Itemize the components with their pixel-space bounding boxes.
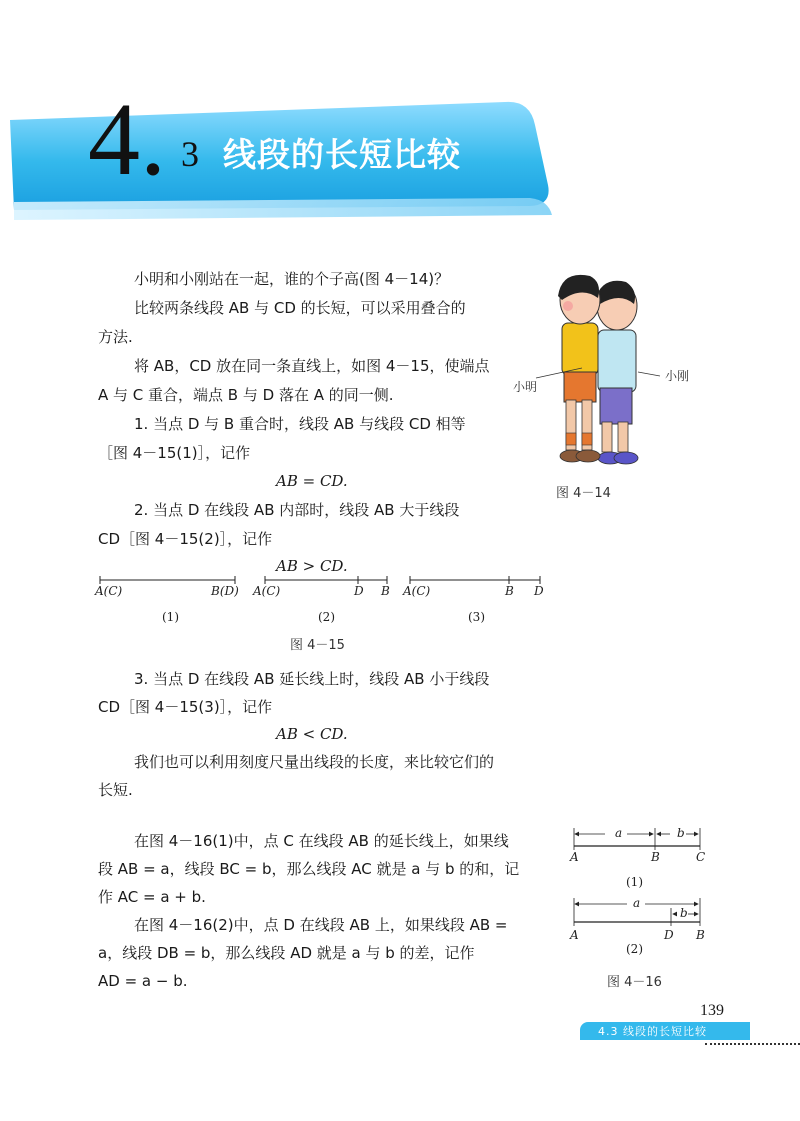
case2-line2: CD［图 4－15(2)］，记作 — [98, 530, 273, 548]
fig16-1-seg-b: b — [677, 826, 685, 840]
figure-4-14-caption: 图 4－14 — [556, 486, 611, 501]
fig16-1-point-a: A — [570, 850, 579, 864]
diff-line2: a，线段 DB = b，那么线段 AD 就是 a 与 b 的差，记作 — [98, 944, 475, 962]
fig15-3-label-b: B — [505, 584, 514, 598]
fig15-index-2: (2) — [318, 610, 335, 624]
diff-line3: AD = a − b. — [98, 972, 188, 990]
fig15-1-label-bd: B(D) — [211, 584, 239, 598]
section-title: 线段的长短比较 — [223, 135, 461, 174]
running-title: 4.3 线段的长短比较 — [598, 1025, 707, 1038]
case1-line2: ［图 4－15(1)］，记作 — [98, 444, 251, 462]
equation-greater: AB > CD. — [276, 557, 348, 575]
label-xiaoming: 小明 — [513, 380, 538, 394]
paragraph-place-line1: 将 AB，CD 放在同一条直线上，如图 4－15，使端点 — [134, 357, 490, 375]
equation-equal: AB = CD. — [276, 472, 348, 490]
sum-line2: 段 AB = a，线段 BC = b，那么线段 AC 就是 a 与 b 的和，记 — [98, 860, 520, 878]
fig16-index-1: (1) — [626, 875, 643, 889]
sum-line1: 在图 4－16(1)中，点 C 在线段 AB 的延长线上，如果线 — [134, 832, 509, 850]
ruler-line1: 我们也可以利用刻度尺量出线段的长度，来比较它们的 — [134, 753, 495, 771]
fig16-2-seg-a: a — [633, 896, 641, 910]
figure-4-16-caption: 图 4－16 — [607, 975, 662, 990]
case3-line1: 3. 当点 D 在线段 AB 延长线上时，线段 AB 小于线段 — [134, 670, 490, 688]
fig16-2-point-b: B — [696, 928, 705, 942]
paragraph-method-line2: 方法. — [98, 328, 133, 346]
paragraph-method-line1: 比较两条线段 AB 与 CD 的长短，可以采用叠合的 — [134, 299, 466, 317]
fig15-index-3: (3) — [468, 610, 485, 624]
figure-4-15-caption: 图 4－15 — [290, 638, 345, 653]
equation-less: AB < CD. — [276, 725, 348, 743]
fig15-2-label-b: B — [381, 584, 390, 598]
label-xiaogang: 小刚 — [665, 369, 690, 383]
fig16-index-2: (2) — [626, 942, 643, 956]
case1-line1: 1. 当点 D 与 B 重合时，线段 AB 与线段 CD 相等 — [134, 415, 466, 433]
section-number: 4. — [88, 82, 166, 197]
footer-dotted-rule — [705, 1043, 800, 1045]
fig15-3-label-d: D — [534, 584, 544, 598]
fig15-index-1: (1) — [162, 610, 179, 624]
diff-line1: 在图 4－16(2)中，点 D 在线段 AB 上，如果线段 AB = — [134, 916, 508, 934]
fig16-2-point-a: A — [570, 928, 579, 942]
figure-4-15-segments — [95, 570, 550, 595]
fig16-1-point-b: B — [651, 850, 660, 864]
fig16-1-seg-a: a — [615, 826, 623, 840]
section-subnumber: 3 — [181, 134, 199, 174]
ruler-line2: 长短. — [98, 781, 133, 799]
fig15-2-label-d: D — [354, 584, 364, 598]
page-number: 139 — [700, 1002, 724, 1019]
paragraph-intro: 小明和小刚站在一起，谁的个子高(图 4－14)？ — [134, 270, 450, 288]
fig16-2-point-d: D — [664, 928, 674, 942]
fig15-1-label-ac: A(C) — [95, 584, 123, 598]
fig16-2-seg-b: b — [680, 906, 688, 920]
fig15-3-label-ac: A(C) — [403, 584, 431, 598]
fig15-2-label-ac: A(C) — [253, 584, 281, 598]
case3-line2: CD［图 4－15(3)］，记作 — [98, 698, 273, 716]
sum-line3: 作 AC = a + b. — [98, 888, 206, 906]
paragraph-place-line2: A 与 C 重合，端点 B 与 D 落在 A 的同一侧. — [98, 386, 394, 404]
case2-line1: 2. 当点 D 在线段 AB 内部时，线段 AB 大于线段 — [134, 501, 460, 519]
fig16-1-point-c: C — [696, 850, 706, 864]
